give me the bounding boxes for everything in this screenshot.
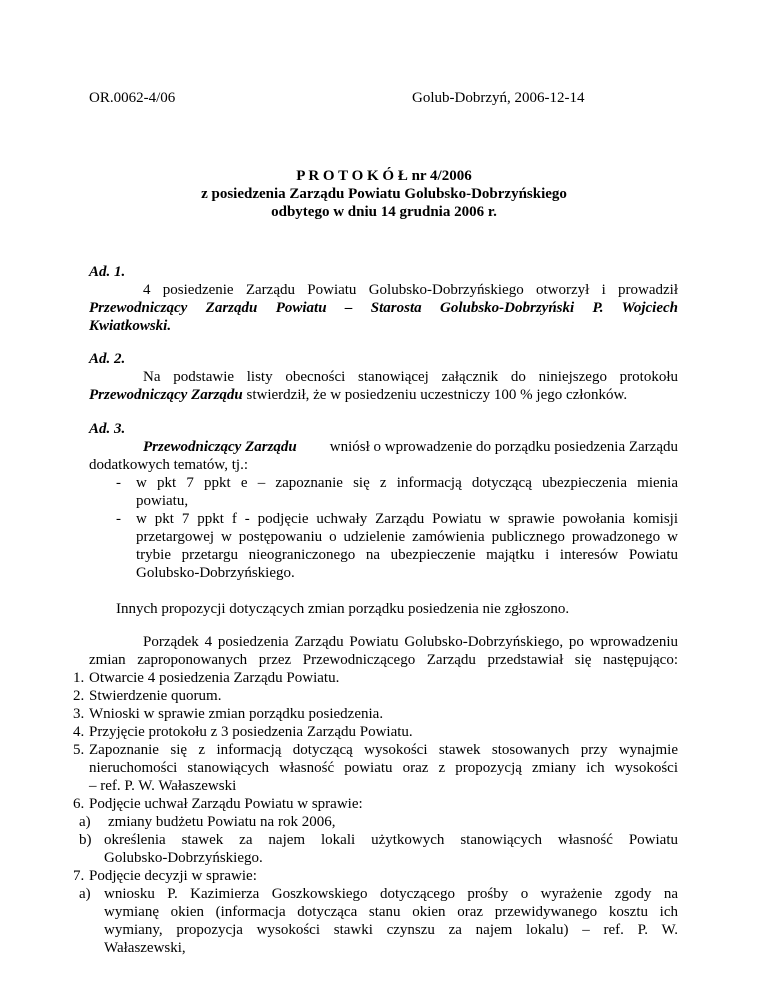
sub-item-letter: b) <box>79 832 92 848</box>
ad3-chairman: Przewodniczący Zarządu <box>143 439 297 455</box>
agenda-item-number: 7. <box>73 868 85 884</box>
ad2-chairman: Przewodniczący Zarządu <box>89 387 243 403</box>
agenda-item-7a-line4: Wałaszewski, <box>104 940 186 956</box>
agenda-item-number: 6. <box>73 796 85 812</box>
agenda-item-6a: zmiany budżetu Powiatu na rok 2006, <box>108 814 336 830</box>
place-and-date: Golub-Dobrzyń, 2006-12-14 <box>412 90 585 106</box>
agenda-item-5-line3: – ref. P. W. Wałaszewski <box>89 778 237 794</box>
bullet-dash: - <box>116 511 121 527</box>
agenda-item-1: Otwarcie 4 posiedzenia Zarządu Powiatu. <box>89 670 340 686</box>
agenda-item-6b-line2: Golubsko-Dobrzyńskiego. <box>104 850 263 866</box>
agenda-item-7a-line2: wymianę okien (informacja dotycząca stanu okien oraz przewidywanego kosztu ich <box>104 904 678 920</box>
agenda-item-7a-line1: wniosku P. Kazimierza Goszkowskiego dotyczącego prośby o wyrażenie zgody na <box>104 886 678 902</box>
agenda-item-3: Wnioski w sprawie zmian porządku posiedzenia. <box>89 706 384 722</box>
ad3-line1 <box>143 438 678 456</box>
ad3-line1-rest: wniósł o wprowadzenie do porządku posiedzenia Zarządu <box>326 439 678 455</box>
bullet-dash: - <box>116 475 121 491</box>
agenda-item-5-line2: nieruchomości stanowiących własność powiatu oraz z propozycją zmiany ich wysokości <box>89 760 678 776</box>
protocol-title: P R O T O K Ó Ł nr 4/2006 <box>296 168 472 184</box>
bullet1-line2: powiatu, <box>136 493 189 509</box>
sub-item-letter: a) <box>79 886 91 902</box>
ad3-line2: dodatkowych tematów, tj.: <box>89 457 248 473</box>
no-proposals-text: Innych propozycji dotyczących zmian porządku posiedzenia nie zgłoszono. <box>116 601 570 617</box>
agenda-item-5-line1: Zapoznanie się z informacją dotyczącą wysokości stawek stosowanych przy wynajmie <box>89 742 678 758</box>
reference-number: OR.0062-4/06 <box>89 90 176 106</box>
bullet2-line4: Golubsko-Dobrzyńskiego. <box>136 565 295 581</box>
sub-item-letter: a) <box>79 814 91 830</box>
agenda-item-7: Podjęcie decyzji w sprawie: <box>89 868 257 884</box>
agenda-item-number: 1. <box>73 670 85 686</box>
agenda-item-number: 5. <box>73 742 85 758</box>
ad3-heading: Ad. 3. <box>89 421 126 437</box>
bullet2-line2: przetargowej w postępowaniu o udzielenie zamówienia publicznego prowadzonego w <box>136 529 678 545</box>
ad1-line3: Kwiatkowski. <box>89 318 172 334</box>
agenda-intro-line1: Porządek 4 posiedzenia Zarządu Powiatu Golubsko-Dobrzyńskiego, po wprowadzeniu <box>143 634 678 650</box>
protocol-subtitle: z posiedzenia Zarządu Powiatu Golubsko-Dobrzyńskiego <box>201 186 567 202</box>
agenda-item-number: 4. <box>73 724 85 740</box>
agenda-item-number: 3. <box>73 706 85 722</box>
agenda-item-6b-line1: określenia stawek za najem lokali użytkowych stanowiących własność Powiatu <box>104 832 678 848</box>
agenda-item-2: Stwierdzenie quorum. <box>89 688 222 704</box>
ad2-heading: Ad. 2. <box>89 351 126 367</box>
ad1-heading: Ad. 1. <box>89 264 126 280</box>
bullet2-line1: w pkt 7 ppkt f - podjęcie uchwały Zarządu Powiatu w sprawie powołania komisji <box>136 511 678 527</box>
bullet1-line1: w pkt 7 ppkt e – zapoznanie się z informacją dotyczącą ubezpieczenia mienia <box>136 475 678 491</box>
agenda-intro-line2: zmian zaproponowanych przez Przewodniczącego Zarządu przedstawiał się następująco: <box>89 652 678 668</box>
ad2-line1: Na podstawie listy obecności stanowiącej załącznik do niniejszego protokołu <box>143 369 678 385</box>
ad2-line2 <box>89 386 627 404</box>
agenda-item-4: Przyjęcie protokołu z 3 posiedzenia Zarządu Powiatu. <box>89 724 413 740</box>
protocol-date-line: odbytego w dniu 14 grudnia 2006 r. <box>271 204 497 220</box>
agenda-item-6: Podjęcie uchwał Zarządu Powiatu w sprawie: <box>89 796 363 812</box>
ad1-line1: 4 posiedzenie Zarządu Powiatu Golubsko-Dobrzyńskiego otworzył i prowadził <box>143 282 678 298</box>
agenda-item-7a-line3: wymiany, propozycja wysokości stawki czynszu za najem lokalu) – ref. P. W. <box>104 922 678 938</box>
ad1-line2: Przewodniczący Zarządu Powiatu – Starosta Golubsko-Dobrzyński P. Wojciech <box>89 300 678 316</box>
ad2-line2-rest: stwierdził, że w posiedzeniu uczestniczy 100 % jego członków. <box>242 387 628 403</box>
agenda-item-number: 2. <box>73 688 85 704</box>
bullet2-line3: trybie przetargu nieograniczonego na ubezpieczenie majątku i interesów Powiatu <box>136 547 678 563</box>
